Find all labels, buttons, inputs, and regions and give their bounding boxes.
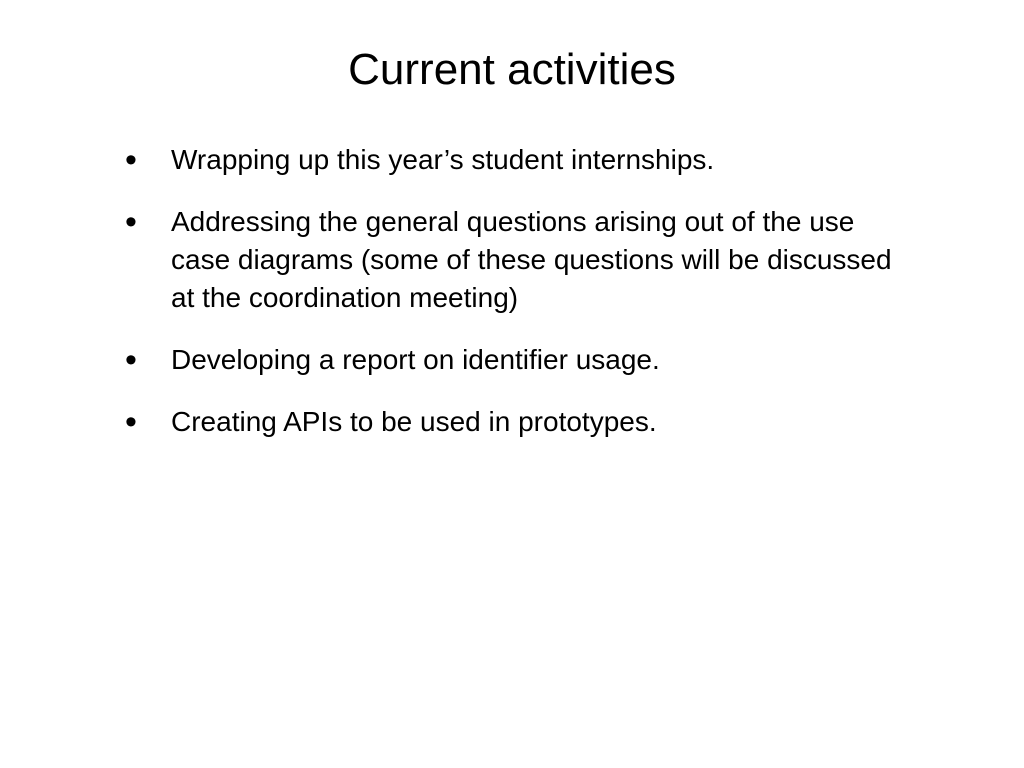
bullet-item	[118, 403, 918, 441]
bullet-text: Developing a report on identifier usage.	[171, 344, 660, 375]
bullet-item	[118, 203, 918, 317]
bullet-text: Wrapping up this year’s student internships.	[171, 144, 715, 175]
bullet-text: Addressing the general questions arising out of the use case diagrams (some of these questions will be discussed at the coordination meeting)	[171, 206, 892, 313]
bullet-item	[118, 341, 918, 379]
bullet-icon: •	[125, 341, 137, 379]
bullet-text: Creating APIs to be used in prototypes.	[171, 406, 657, 437]
bullet-icon: •	[125, 203, 137, 241]
slide-title: Current activities	[348, 45, 676, 94]
bullet-list	[118, 141, 918, 465]
bullet-icon: •	[125, 141, 137, 179]
bullet-icon: •	[125, 403, 137, 441]
bullet-item	[118, 141, 918, 179]
